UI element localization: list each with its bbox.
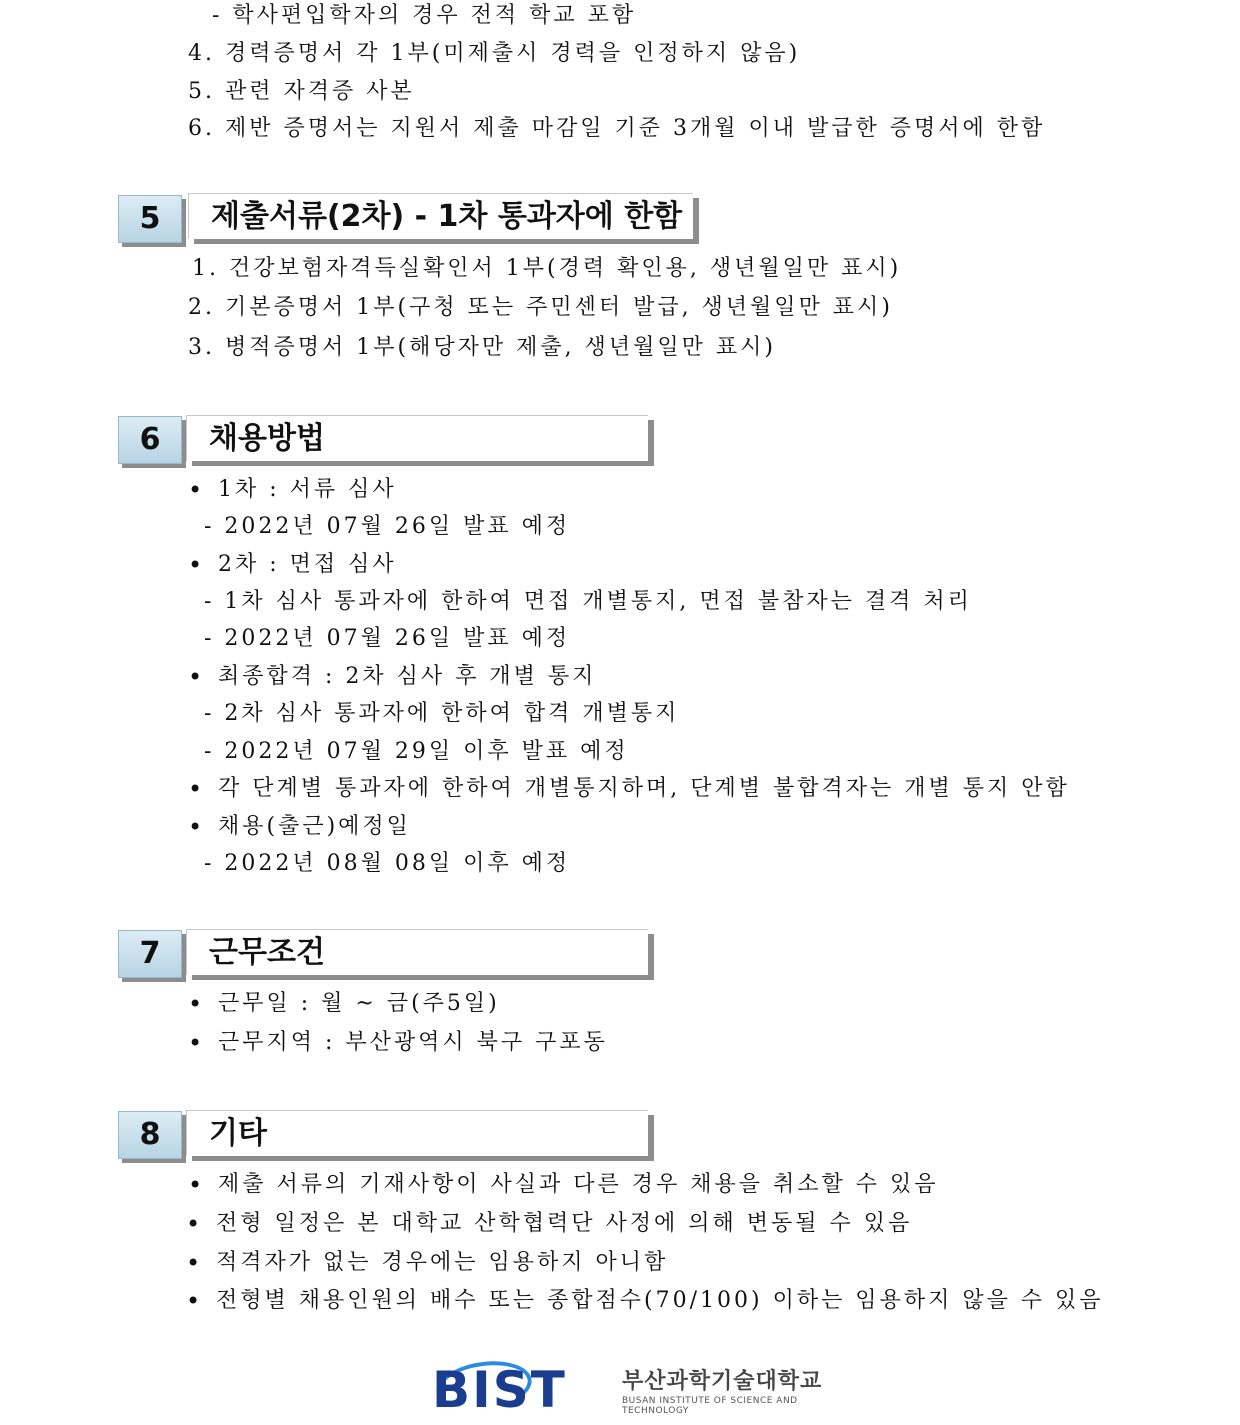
list-item: 6. 제반 증명서는 지원서 제출 마감일 기준 3개월 이내 발급한 증명서에 한함	[188, 116, 1046, 141]
section-number-badge: 8	[118, 1111, 182, 1159]
list-item: 2. 기본증명서 1부(구청 또는 주민센터 발급, 생년월일만 표시)	[188, 295, 893, 320]
list-item: • 전형별 채용인원의 배수 또는 종합점수(70/100) 이하는 임용하지 않을 수 있음	[216, 1287, 1104, 1315]
section-number-badge: 7	[118, 930, 182, 978]
list-item: 1. 건강보험자격득실확인서 1부(경력 확인용, 생년월일만 표시)	[192, 256, 902, 281]
list-item: - 2022년 07월 26일 발표 예정	[204, 626, 571, 651]
section-number-badge: 5	[118, 195, 182, 243]
section-title: 근무조건	[186, 929, 648, 975]
list-item: 4. 경력증명서 각 1부(미제출시 경력을 인정하지 않음)	[188, 41, 801, 66]
list-item: 5. 관련 자격증 사본	[188, 79, 415, 104]
logo-korean-name: 부산과학기술대학교	[622, 1369, 823, 1394]
list-item: 3. 병적증명서 1부(해당자만 제출, 생년월일만 표시)	[188, 335, 776, 360]
section-title: 채용방법	[186, 415, 648, 461]
institution-logo	[432, 1360, 842, 1420]
list-item: • 채용(출근)예정일	[218, 813, 411, 841]
list-item: • 근무일 : 월 ~ 금(주5일)	[218, 990, 500, 1018]
list-item: • 2차 : 면접 심사	[218, 551, 397, 579]
list-item: - 2022년 07월 29일 이후 발표 예정	[204, 739, 629, 764]
logo-mark: BIST	[432, 1361, 567, 1419]
list-item: - 2022년 08월 08일 이후 예정	[204, 851, 571, 876]
section-title: 기타	[186, 1110, 648, 1156]
section-number-badge: 6	[118, 416, 182, 464]
list-item: - 2차 심사 통과자에 한하여 합격 개별통지	[204, 701, 680, 726]
logo-english-name: BUSAN INSTITUTE OF SCIENCE AND TECHNOLOGY	[622, 1396, 798, 1416]
list-item: • 전형 일정은 본 대학교 산학협력단 사정에 의해 변동될 수 있음	[216, 1210, 912, 1238]
list-item: - 2022년 07월 26일 발표 예정	[204, 514, 571, 539]
list-item: • 각 단계별 통과자에 한하여 개별통지하며, 단계별 불합격자는 개별 통지 안함	[218, 775, 1070, 803]
list-item: - 1차 심사 통과자에 한하여 면접 개별통지, 면접 불참자는 결격 처리	[204, 589, 972, 614]
list-item: • 적격자가 없는 경우에는 임용하지 아니함	[216, 1249, 668, 1277]
section-title: 제출서류(2차) - 1차 통과자에 한함	[188, 193, 693, 239]
list-item: • 최종합격 : 2차 심사 후 개별 통지	[218, 663, 596, 691]
list-item: • 1차 : 서류 심사	[218, 476, 397, 504]
list-item: • 제출 서류의 기재사항이 사실과 다른 경우 채용을 취소할 수 있음	[218, 1171, 939, 1199]
list-item: • 근무지역 : 부산광역시 북구 구포동	[218, 1029, 608, 1057]
list-item: - 학사편입학자의 경우 전적 학교 포함	[212, 3, 637, 28]
